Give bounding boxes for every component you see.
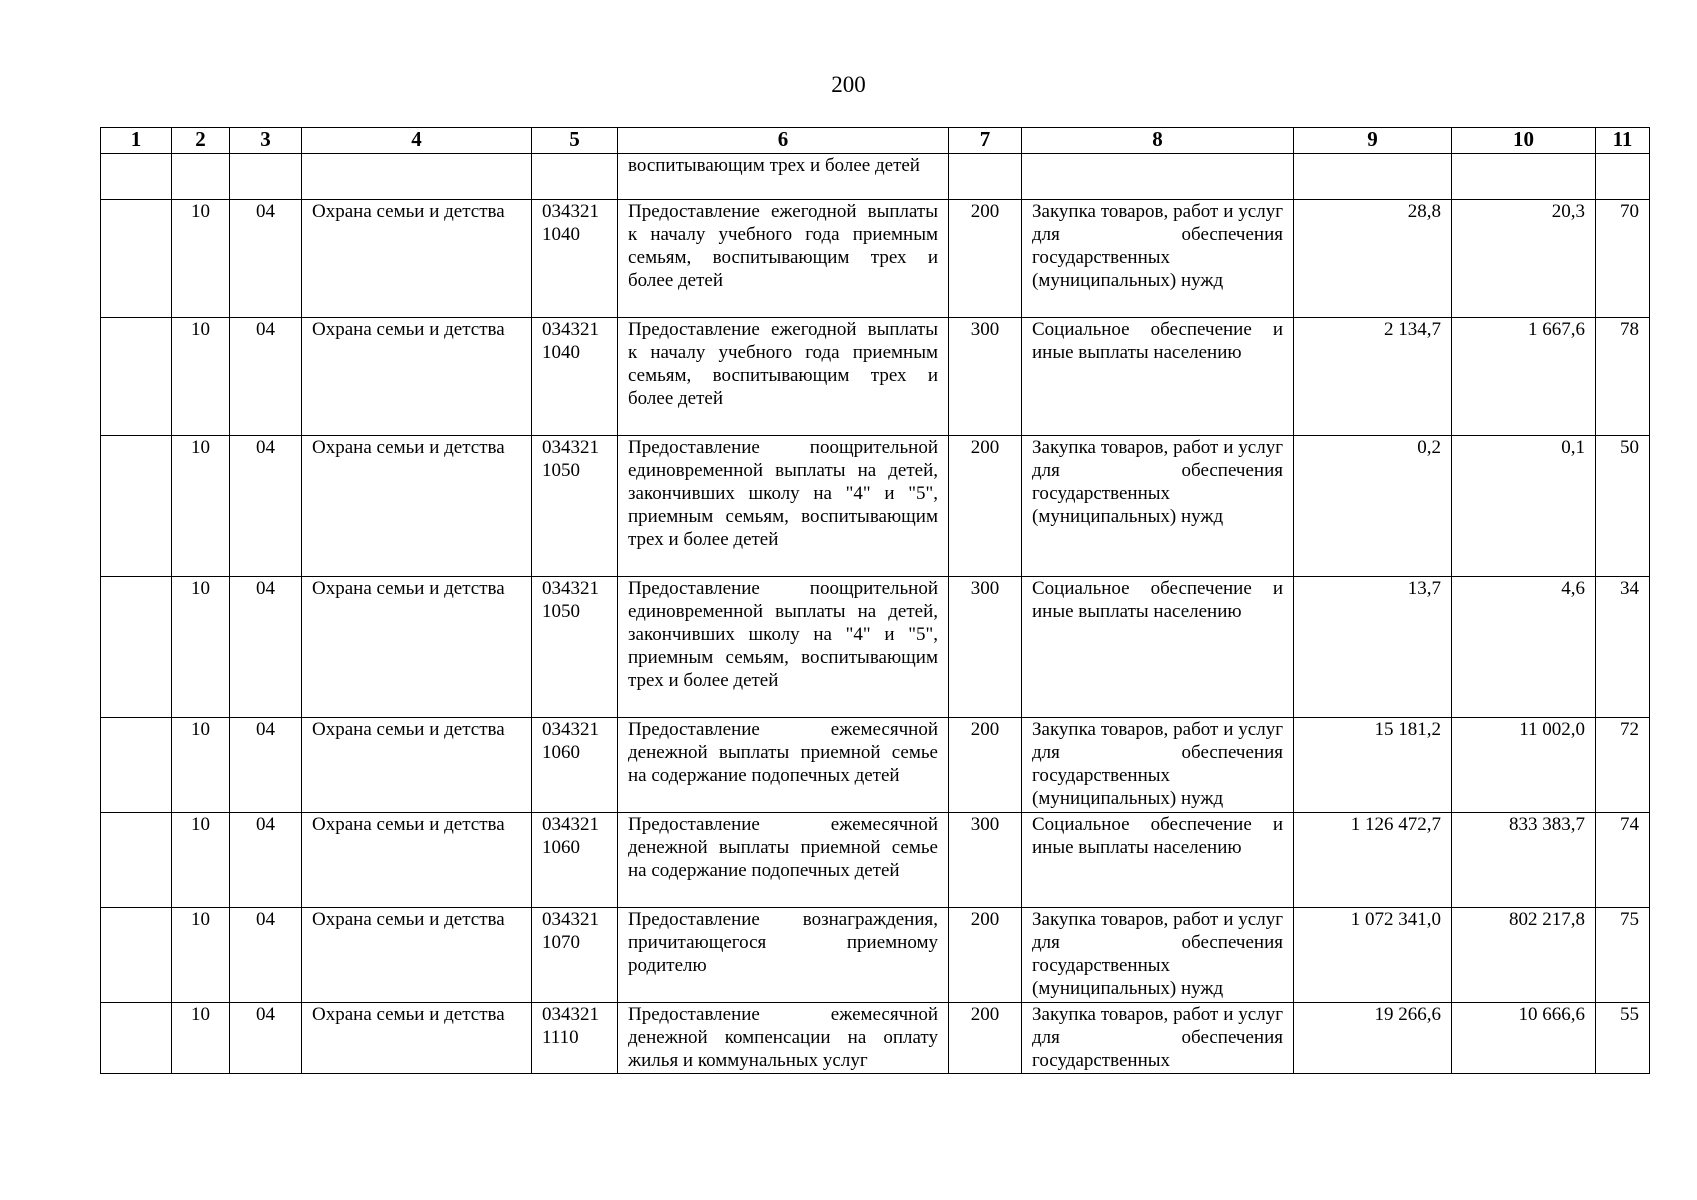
cell-c8: Закупка товаров, работ и услуг для обеспечения государственных (муниципальных) нужд	[1022, 200, 1294, 318]
cell-c5: 034321 1060	[532, 813, 618, 908]
cell-c1	[101, 1003, 172, 1074]
cell-c5: 034321 1040	[532, 200, 618, 318]
cell-c3: 04	[230, 577, 302, 718]
cell-c3	[230, 154, 302, 200]
column-header: 5	[532, 128, 618, 154]
cell-c2: 10	[172, 318, 230, 436]
table-row	[101, 1003, 1650, 1074]
header-row	[101, 128, 1650, 154]
cell-c6: Предоставление поощрительной единовременной выплаты на детей, закончивших школу на "4" и "5", приемным семьям, воспитывающим трех и более детей	[618, 436, 949, 577]
cell-c2: 10	[172, 908, 230, 1003]
cell-c3: 04	[230, 718, 302, 813]
column-header: 6	[618, 128, 949, 154]
cell-c8: Социальное обеспечение и иные выплаты населению	[1022, 813, 1294, 908]
cell-c6: Предоставление вознаграждения, причитающегося приемному родителю	[618, 908, 949, 1003]
table-row	[101, 577, 1650, 718]
column-header: 2	[172, 128, 230, 154]
cell-c8: Закупка товаров, работ и услуг для обеспечения государственных (муниципальных) нужд	[1022, 718, 1294, 813]
column-header: 11	[1596, 128, 1650, 154]
cell-c1	[101, 813, 172, 908]
cell-c4: Охрана семьи и детства	[302, 577, 532, 718]
column-header: 1	[101, 128, 172, 154]
cell-c2: 10	[172, 1003, 230, 1074]
cell-c9: 1 126 472,7	[1294, 813, 1452, 908]
cell-c4: Охрана семьи и детства	[302, 813, 532, 908]
cell-c2	[172, 154, 230, 200]
cell-c4: Охрана семьи и детства	[302, 908, 532, 1003]
cell-c7: 300	[949, 813, 1022, 908]
cell-c3: 04	[230, 318, 302, 436]
table-row	[101, 436, 1650, 577]
cell-c9	[1294, 154, 1452, 200]
table-row	[101, 718, 1650, 813]
cell-c7: 200	[949, 718, 1022, 813]
cell-c2: 10	[172, 436, 230, 577]
cell-c8: Социальное обеспечение и иные выплаты населению	[1022, 318, 1294, 436]
cell-c11: 55	[1596, 1003, 1650, 1074]
cell-c6: Предоставление ежемесячной денежной выплаты приемной семье на содержание подопечных детей	[618, 718, 949, 813]
cell-c3: 04	[230, 1003, 302, 1074]
cell-c6: Предоставление ежемесячной денежной выплаты приемной семье на содержание подопечных детей	[618, 813, 949, 908]
cell-c9: 0,2	[1294, 436, 1452, 577]
cell-c6: Предоставление поощрительной единовременной выплаты на детей, закончивших школу на "4" и "5", приемным семьям, воспитывающим трех и более детей	[618, 577, 949, 718]
cell-c10	[1452, 154, 1596, 200]
cell-c5	[532, 154, 618, 200]
column-header: 10	[1452, 128, 1596, 154]
cell-c5: 034321 1040	[532, 318, 618, 436]
cell-c10: 11 002,0	[1452, 718, 1596, 813]
cell-c2: 10	[172, 200, 230, 318]
page-number: 200	[831, 72, 866, 97]
cell-c11: 72	[1596, 718, 1650, 813]
cell-c6: Предоставление ежемесячной денежной компенсации на оплату жилья и коммунальных услуг	[618, 1003, 949, 1074]
cell-c4: Охрана семьи и детства	[302, 318, 532, 436]
cell-c6: Предоставление ежегодной выплаты к началу учебного года приемным семьям, воспитывающим трех и более детей	[618, 200, 949, 318]
cell-c6: воспитывающим трех и более детей	[618, 154, 949, 200]
cell-c5: 034321 1060	[532, 718, 618, 813]
cell-c3: 04	[230, 200, 302, 318]
cell-c10: 10 666,6	[1452, 1003, 1596, 1074]
cell-c3: 04	[230, 908, 302, 1003]
cell-c11: 75	[1596, 908, 1650, 1003]
cell-c2: 10	[172, 577, 230, 718]
cell-c9: 1 072 341,0	[1294, 908, 1452, 1003]
cell-c7: 300	[949, 318, 1022, 436]
cell-c4: Охрана семьи и детства	[302, 718, 532, 813]
cell-c5: 034321 1110	[532, 1003, 618, 1074]
cell-c8	[1022, 154, 1294, 200]
cell-c10: 833 383,7	[1452, 813, 1596, 908]
table-row	[101, 318, 1650, 436]
cell-c10: 4,6	[1452, 577, 1596, 718]
cell-c8: Закупка товаров, работ и услуг для обеспечения государственных (муниципальных) нужд	[1022, 436, 1294, 577]
cell-c11: 74	[1596, 813, 1650, 908]
cell-c7	[949, 154, 1022, 200]
cell-c8: Закупка товаров, работ и услуг для обеспечения государственных (муниципальных) нужд	[1022, 908, 1294, 1003]
cell-c4: Охрана семьи и детства	[302, 436, 532, 577]
cell-c3: 04	[230, 813, 302, 908]
cell-c1	[101, 200, 172, 318]
cell-c7: 200	[949, 200, 1022, 318]
cell-c11: 70	[1596, 200, 1650, 318]
cell-c2: 10	[172, 813, 230, 908]
cell-c9: 13,7	[1294, 577, 1452, 718]
cell-c11: 50	[1596, 436, 1650, 577]
table-row-continuation	[101, 154, 1650, 200]
cell-c7: 200	[949, 436, 1022, 577]
cell-c11	[1596, 154, 1650, 200]
cell-c9: 19 266,6	[1294, 1003, 1452, 1074]
cell-c6: Предоставление ежегодной выплаты к началу учебного года приемным семьям, воспитывающим трех и более детей	[618, 318, 949, 436]
cell-c3: 04	[230, 436, 302, 577]
cell-c11: 34	[1596, 577, 1650, 718]
cell-c11: 78	[1596, 318, 1650, 436]
column-header: 8	[1022, 128, 1294, 154]
cell-c7: 300	[949, 577, 1022, 718]
cell-c10: 802 217,8	[1452, 908, 1596, 1003]
cell-c1	[101, 154, 172, 200]
cell-c10: 20,3	[1452, 200, 1596, 318]
cell-c2: 10	[172, 718, 230, 813]
cell-c1	[101, 908, 172, 1003]
cell-c4: Охрана семьи и детства	[302, 1003, 532, 1074]
cell-c9: 28,8	[1294, 200, 1452, 318]
cell-c7: 200	[949, 908, 1022, 1003]
cell-c10: 0,1	[1452, 436, 1596, 577]
cell-c7: 200	[949, 1003, 1022, 1074]
cell-c9: 15 181,2	[1294, 718, 1452, 813]
column-header: 9	[1294, 128, 1452, 154]
cell-c5: 034321 1050	[532, 436, 618, 577]
cell-c8: Закупка товаров, работ и услуг для обеспечения государственных	[1022, 1003, 1294, 1074]
cell-c9: 2 134,7	[1294, 318, 1452, 436]
cell-c4	[302, 154, 532, 200]
cell-c1	[101, 718, 172, 813]
budget-table	[100, 127, 1650, 1074]
cell-c10: 1 667,6	[1452, 318, 1596, 436]
cell-c5: 034321 1050	[532, 577, 618, 718]
cell-c1	[101, 318, 172, 436]
cell-c1	[101, 577, 172, 718]
table-row	[101, 908, 1650, 1003]
column-header: 4	[302, 128, 532, 154]
table-row	[101, 813, 1650, 908]
table-row	[101, 200, 1650, 318]
cell-c8: Социальное обеспечение и иные выплаты населению	[1022, 577, 1294, 718]
cell-c1	[101, 436, 172, 577]
column-header: 3	[230, 128, 302, 154]
cell-c4: Охрана семьи и детства	[302, 200, 532, 318]
column-header: 7	[949, 128, 1022, 154]
cell-c5: 034321 1070	[532, 908, 618, 1003]
